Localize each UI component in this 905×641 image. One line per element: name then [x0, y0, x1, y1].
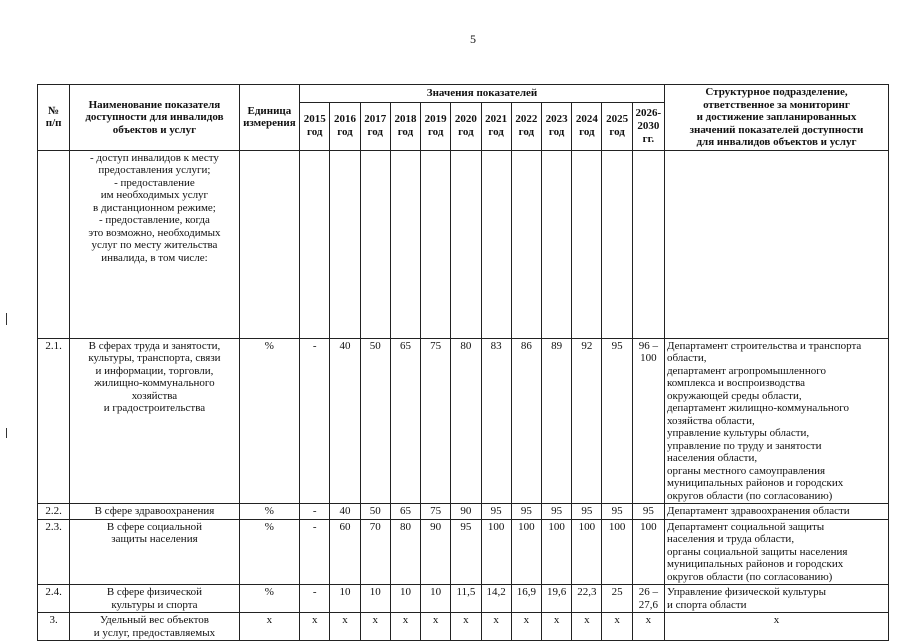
cell-value	[390, 150, 420, 338]
header-year: 2022 год	[511, 102, 541, 150]
cell-value	[511, 150, 541, 338]
cell-num: 2.1.	[38, 338, 70, 504]
cell-value: 100	[511, 519, 541, 585]
cell-value: 86	[511, 338, 541, 504]
cell-value: x	[602, 613, 632, 641]
cell-value: -	[300, 504, 330, 520]
cell-value: 100	[481, 519, 511, 585]
header-year: 2025 год	[602, 102, 632, 150]
cell-num: 2.4.	[38, 585, 70, 613]
cell-value: 60	[330, 519, 360, 585]
cell-value	[360, 150, 390, 338]
cell-value: 10	[421, 585, 451, 613]
cell-unit	[239, 150, 299, 338]
cell-value: 100	[602, 519, 632, 585]
header-year: 2021 год	[481, 102, 511, 150]
cell-num: 2.2.	[38, 504, 70, 520]
cell-unit: %	[239, 338, 299, 504]
cell-unit: %	[239, 519, 299, 585]
cell-num: 2.3.	[38, 519, 70, 585]
cell-indicator-name: Удельный вес объектов и услуг, предоставляемых	[70, 613, 239, 641]
cell-value: x	[300, 613, 330, 641]
cell-value: 92	[572, 338, 602, 504]
cell-value: 16,9	[511, 585, 541, 613]
header-year: 2016 год	[330, 102, 360, 150]
cell-value: 75	[421, 504, 451, 520]
cell-value	[421, 150, 451, 338]
cell-value: 100	[542, 519, 572, 585]
scan-artifact-mark	[6, 428, 7, 438]
cell-value: x	[542, 613, 572, 641]
cell-value: 11,5	[451, 585, 481, 613]
cell-value: 75	[421, 338, 451, 504]
cell-value: 95	[451, 519, 481, 585]
cell-value: 22,3	[572, 585, 602, 613]
cell-value	[542, 150, 572, 338]
cell-value: 95	[632, 504, 664, 520]
header-responsible: Структурное подразделение, ответственное за мониторинг и достижение запланированных значений показателей доступности для инвалидов объектов и услуг	[664, 85, 888, 151]
cell-value: 10	[360, 585, 390, 613]
cell-responsible: Департамент социальной защиты населения и труда области, органы социальной защиты населения муниципальных районов и городских округов области (по согласованию)	[664, 519, 888, 585]
cell-value	[451, 150, 481, 338]
cell-value: x	[481, 613, 511, 641]
cell-value: 83	[481, 338, 511, 504]
cell-num: 3.	[38, 613, 70, 641]
cell-value: 50	[360, 338, 390, 504]
cell-value: 95	[602, 504, 632, 520]
cell-value	[330, 150, 360, 338]
header-indicator-name: Наименование показателя доступности для инвалидов объектов и услуг	[70, 85, 239, 151]
cell-value	[602, 150, 632, 338]
cell-value: x	[330, 613, 360, 641]
cell-value: -	[300, 338, 330, 504]
cell-value: x	[421, 613, 451, 641]
cell-indicator-name: В сфере социальной защиты населения	[70, 519, 239, 585]
cell-value: 70	[360, 519, 390, 585]
table-row	[38, 519, 889, 585]
scan-artifact-mark	[6, 313, 7, 325]
cell-value: 100	[632, 519, 664, 585]
cell-unit: %	[239, 585, 299, 613]
indicators-table	[37, 84, 889, 641]
cell-unit: x	[239, 613, 299, 641]
cell-value: 40	[330, 338, 360, 504]
cell-value: 89	[542, 338, 572, 504]
cell-responsible	[664, 150, 888, 338]
cell-value: 40	[330, 504, 360, 520]
cell-indicator-name: В сфере здравоохранения	[70, 504, 239, 520]
cell-value: 50	[360, 504, 390, 520]
cell-responsible: Департамент строительства и транспорта области, департамент агропромышленного комплекса и воспроизводства окружающей среды области, департамент жилищно-коммунального хозяйства области, управление культуры области, управление по труду и занятости населения области, органы местного самоуправления муниципальных районов и городских округов области (по согласованию)	[664, 338, 888, 504]
cell-value: 25	[602, 585, 632, 613]
table-row	[38, 585, 889, 613]
cell-indicator-name: В сферах труда и занятости, культуры, транспорта, связи и информации, торговли, жилищно-коммунального хозяйства и градостроительства	[70, 338, 239, 504]
cell-value: x	[451, 613, 481, 641]
header-year: 2023 год	[542, 102, 572, 150]
cell-value: 10	[330, 585, 360, 613]
cell-value	[572, 150, 602, 338]
cell-responsible: Департамент здравоохранения области	[664, 504, 888, 520]
cell-indicator-name: - доступ инвалидов к месту предоставления услуги; - предоставление им необходимых услуг в дистанционном режиме; - предоставление, когда это возможно, необходимых услуг по месту жительства инвалида, в том числе:	[70, 150, 239, 338]
cell-value: 80	[451, 338, 481, 504]
header-num: № п/п	[38, 85, 70, 151]
cell-value: 95	[481, 504, 511, 520]
header-year: 2024 год	[572, 102, 602, 150]
header-year: 2018 год	[390, 102, 420, 150]
cell-responsible: x	[664, 613, 888, 641]
cell-value: 95	[572, 504, 602, 520]
header-year: 2026- 2030 гг.	[632, 102, 664, 150]
table-row	[38, 504, 889, 520]
cell-value: 10	[390, 585, 420, 613]
cell-value: 65	[390, 338, 420, 504]
cell-indicator-name: В сфере физической культуры и спорта	[70, 585, 239, 613]
cell-value: 90	[421, 519, 451, 585]
cell-value: -	[300, 519, 330, 585]
header-year: 2020 год	[451, 102, 481, 150]
cell-value	[300, 150, 330, 338]
cell-responsible: Управление физической культуры и спорта области	[664, 585, 888, 613]
header-year: 2017 год	[360, 102, 390, 150]
cell-value: 19,6	[542, 585, 572, 613]
header-year: 2019 год	[421, 102, 451, 150]
cell-value: x	[632, 613, 664, 641]
cell-value: 95	[511, 504, 541, 520]
cell-value: x	[511, 613, 541, 641]
header-year: 2015 год	[300, 102, 330, 150]
table-row	[38, 613, 889, 641]
cell-value: 14,2	[481, 585, 511, 613]
cell-value	[632, 150, 664, 338]
cell-value: 26 – 27,6	[632, 585, 664, 613]
table-row	[38, 150, 889, 338]
cell-value: -	[300, 585, 330, 613]
cell-value: 80	[390, 519, 420, 585]
cell-value: 65	[390, 504, 420, 520]
cell-value	[481, 150, 511, 338]
cell-value: x	[360, 613, 390, 641]
cell-value: 90	[451, 504, 481, 520]
cell-value: 96 – 100	[632, 338, 664, 504]
cell-num	[38, 150, 70, 338]
cell-unit: %	[239, 504, 299, 520]
header-unit: Единица измерения	[239, 85, 299, 151]
table-row	[38, 338, 889, 504]
cell-value: x	[572, 613, 602, 641]
cell-value: x	[390, 613, 420, 641]
page-number: 5	[470, 32, 476, 46]
header-values-group: Значения показателей	[300, 85, 665, 103]
cell-value: 95	[542, 504, 572, 520]
cell-value: 95	[602, 338, 632, 504]
cell-value: 100	[572, 519, 602, 585]
